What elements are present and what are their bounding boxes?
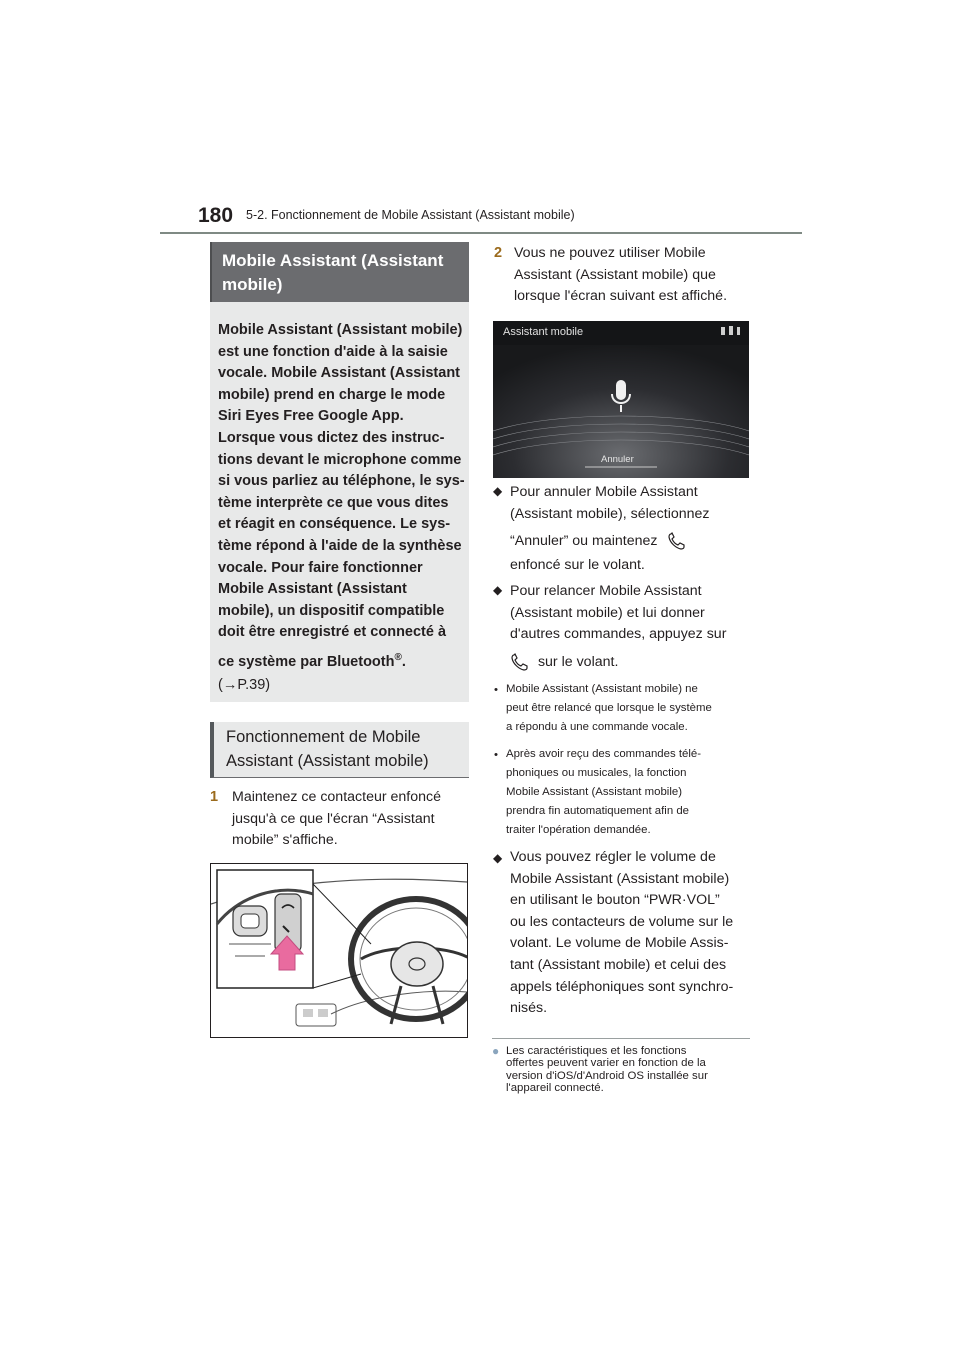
steering-wheel-illustration xyxy=(210,863,468,1038)
intro-last-line: ce système par Bluetooth®. xyxy=(218,651,406,670)
intro-line: vocale. Mobile Assistant (Assistant xyxy=(218,365,461,382)
bullet-2-line-4: sur le volant. xyxy=(510,652,750,674)
intro-line: est une fonction d'aide à la saisie xyxy=(218,343,448,360)
intro-line: tème répond à l'aide de la synthèse xyxy=(218,537,462,554)
bottom-note: Les caractéristiques et les fonctions offertes peuvent varier en fonction de la version d'iOS/d'Android OS installée sur l'appareil connecté. xyxy=(506,1045,708,1094)
header-rule xyxy=(160,232,802,234)
note-bullet-icon: ● xyxy=(492,1044,500,1058)
microphone-icon xyxy=(610,379,632,413)
small-note-2: Après avoir reçu des commandes télé- phoniques ou musicales, la fonction Mobile Assistant (Assistant mobile) prendra fin automatiquement afin de traiter l'opération demandée. xyxy=(506,748,701,836)
step-2-text: Vous ne pouvez utiliser Mobile Assistant (Assistant mobile) que lorsque l'écran suivant est affiché. xyxy=(514,245,728,305)
page-reference-link[interactable]: (→P.39) xyxy=(218,677,271,694)
step-1-number: 1 xyxy=(210,789,219,805)
step-1-text: Maintenez ce contacteur enfoncé jusqu'à ce que l'écran “Assistant mobile” s'affiche. xyxy=(232,789,442,849)
running-head: 5-2. Fonctionnement de Mobile Assistant (Assistant mobile) xyxy=(246,208,575,222)
intro-line: mobile), un dispositif compatible xyxy=(218,602,445,619)
diamond-bullet-icon: ◆ xyxy=(493,851,503,865)
phone-handset-icon xyxy=(667,531,689,551)
intro-line: si vous parliez au téléphone, le sys- xyxy=(218,473,465,490)
intro-line: et réagit en conséquence. Le sys- xyxy=(218,516,451,533)
section-title-box xyxy=(210,242,469,302)
step-2-number: 2 xyxy=(494,245,503,261)
intro-line: Siri Eyes Free Google App. xyxy=(218,408,404,425)
section-title-bar xyxy=(210,242,212,302)
phone-handset-icon xyxy=(510,652,532,672)
intro-line: tions devant le microphone comme xyxy=(218,451,462,468)
bullet-3-text: Vous pouvez régler le volume de Mobile Assistant (Assistant mobile) en utilisant le bouton “PWR·VOL” ou les contacteurs de volume sur le volant. Le volume de Mobile Assis- tant (Assistant mobile) et celui des appels téléphoniques sont synchro- nisés. xyxy=(510,849,734,1017)
assistant-mobile-screen xyxy=(493,321,749,478)
bullet-1-line-3: “Annuler” ou maintenez xyxy=(510,531,750,553)
intro-box xyxy=(210,302,469,702)
intro-line: doit être enregistré et connecté à xyxy=(218,624,447,641)
section-title-line-1: Mobile Assistant (Assistant xyxy=(222,251,444,270)
intro-line: Mobile Assistant (Assistant mobile) xyxy=(218,322,463,338)
note-rule xyxy=(492,1038,750,1039)
subsection-heading-line-2: Assistant (Assistant mobile) xyxy=(226,752,429,770)
section-title-line-2: mobile) xyxy=(222,275,283,294)
bullet-2-text: Pour relancer Mobile Assistant (Assistant mobile) et lui donner d'autres commandes, appuyez sur sur le volant. xyxy=(510,581,750,673)
intro-line: Mobile Assistant (Assistant xyxy=(218,581,407,598)
bullet-1-text: Pour annuler Mobile Assistant (Assistant mobile), sélectionnez “Annuler” ou maintenez enfoncé sur le volant. xyxy=(510,482,750,576)
diamond-bullet-icon: ◆ xyxy=(493,484,503,498)
small-dot: • xyxy=(494,749,498,761)
intro-line: tème interprète ce que vous dites xyxy=(218,494,449,511)
small-note-1: Mobile Assistant (Assistant mobile) ne peut être relancé que lorsque le système a répondu à une commande vocale. xyxy=(506,683,712,733)
intro-line: Lorsque vous dictez des instruc- xyxy=(218,429,445,446)
screen-title: Assistant mobile xyxy=(503,326,584,338)
subsection-heading-line-1: Fonctionnement de Mobile xyxy=(226,728,421,746)
intro-line: vocale. Pour faire fonctionner xyxy=(218,559,423,576)
cancel-button[interactable]: Annuler xyxy=(601,454,634,465)
diamond-bullet-icon: ◆ xyxy=(493,583,503,597)
intro-line: mobile) prend en charge le mode xyxy=(218,386,446,403)
small-dot: • xyxy=(494,684,498,696)
page-number: 180 xyxy=(198,204,234,227)
subsection-heading xyxy=(210,722,469,778)
steering-wheel-drawing xyxy=(211,864,467,1037)
